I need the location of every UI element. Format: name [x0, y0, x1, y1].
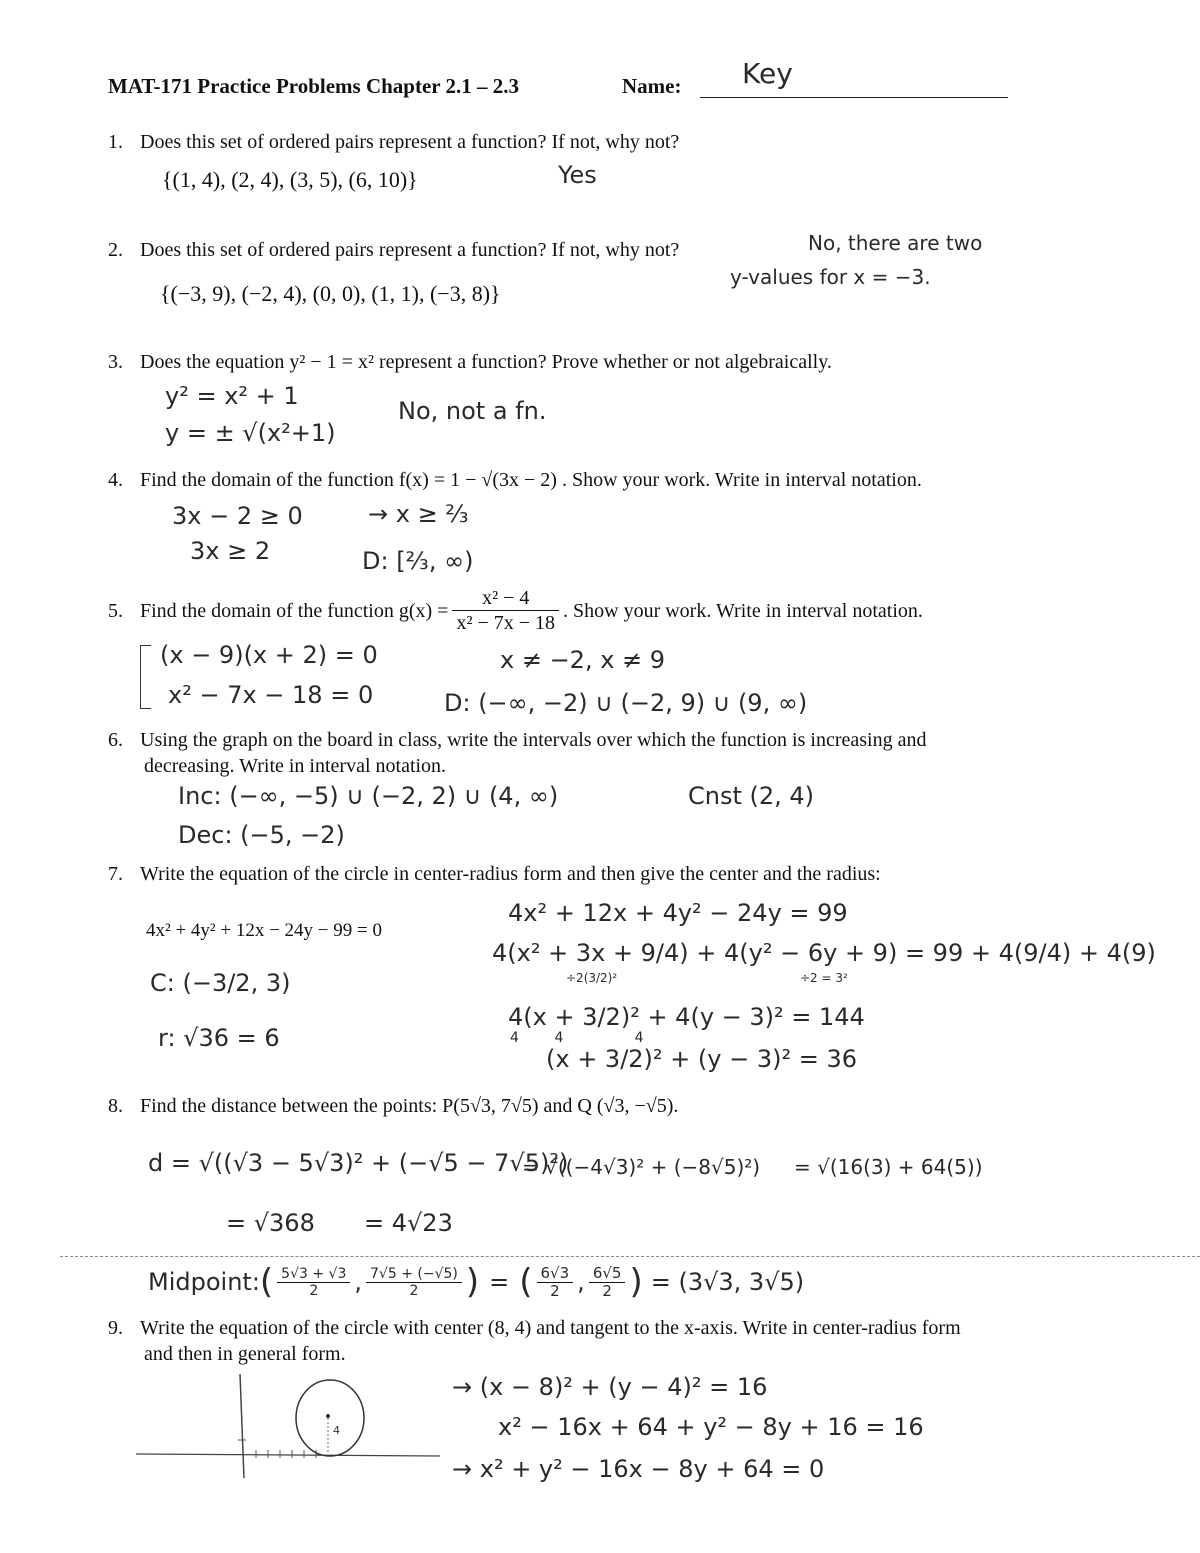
x-axis-ticks	[256, 1450, 316, 1458]
problem-5-fraction	[452, 586, 559, 635]
page-title: MAT-171 Practice Problems Chapter 2.1 – 2.3	[108, 74, 519, 98]
ruled-line	[60, 1256, 1200, 1257]
problem-7-work-1: 4x² + 12x + 4y² − 24y = 99	[508, 899, 848, 927]
problem-5-numerator: x² − 4	[452, 586, 559, 611]
problem-1-answer: Yes	[558, 161, 597, 189]
problem-4-prompt: 4. Find the domain of the function f(x) = 1 − √(3x − 2) . Show your work. Write in interval notation.	[108, 469, 922, 491]
problem-7-given: 4x² + 4y² + 12x − 24y − 99 = 0	[146, 920, 382, 941]
name-label: Name:	[622, 74, 682, 98]
problem-2-given: {(−3, 9), (−2, 4), (0, 0), (1, 1), (−3, 8)}	[160, 281, 501, 306]
problem-9-prompt-2: and then in general form.	[144, 1343, 346, 1365]
problem-5-prompt: 5. Find the domain of the function g(x) = $\frac{\text{x² − 4}}{\text{x² − 7x − 18}}$ . Show your work. Write in interval notation.	[108, 587, 923, 634]
problem-5-number: 5.	[108, 599, 123, 622]
problem-3-answer: No, not a fn.	[398, 397, 547, 425]
problem-7-prompt: 7. Write the equation of the circle in center-radius form and then give the center and the radius:	[108, 863, 881, 885]
problem-4-work-2: 3x ≥ 2	[190, 537, 271, 565]
name-value: Key	[742, 57, 793, 90]
problem-5-work-3: x ≠ −2, x ≠ 9	[500, 646, 666, 674]
problem-7-center: C: (−3/2, 3)	[150, 969, 291, 997]
problem-8-distance-1: d = √((√3 − 5√3)² + (−√5 − 7√5)²)	[148, 1149, 569, 1177]
problem-1-prompt: 1. Does this set of ordered pairs represent a function? If not, why not?	[108, 131, 680, 153]
problem-6-prompt-1: 6. Using the graph on the board in class, write the intervals over which the function is increasing and	[108, 729, 927, 751]
circle-sketch	[130, 1370, 450, 1480]
problem-5-bracket	[140, 645, 151, 709]
problem-5-domain: D: (−∞, −2) ∪ (−2, 9) ∪ (9, ∞)	[444, 689, 808, 717]
problem-9-prompt-1: 9. Write the equation of the circle with center (8, 4) and tangent to the x-axis. Write in center-radius form	[108, 1317, 961, 1339]
problem-8-distance-5: = 4√23	[364, 1209, 453, 1237]
midpoint-label: Midpoint:	[148, 1267, 260, 1296]
problem-8-distance-4: = √368	[226, 1209, 315, 1237]
problem-7-number: 7.	[108, 863, 123, 885]
problem-4-domain: D: [⅔, ∞)	[362, 547, 474, 575]
problem-3-work-2: y = ± √(x²+1)	[165, 419, 336, 447]
problem-2-prompt: 2. Does this set of ordered pairs represent a function? If not, why not?	[108, 239, 680, 261]
problem-7-work-3-denominators: 4 4 4	[510, 1030, 644, 1046]
problem-8-number: 8.	[108, 1095, 123, 1117]
problem-7-note-2: ÷2 = 3²	[800, 971, 848, 985]
problem-1-number: 1.	[108, 131, 123, 153]
problem-5-work-2: x² − 7x − 18 = 0	[168, 681, 374, 709]
problem-6-prompt-2: decreasing. Write in interval notation.	[144, 755, 447, 777]
problem-9-number: 9.	[108, 1317, 123, 1339]
sketch-radius-label: 4	[333, 1424, 340, 1437]
problem-2-answer-line-1: No, there are two	[808, 231, 983, 255]
problem-4-work-3: → x ≥ ⅔	[368, 500, 469, 528]
problem-4-number: 4.	[108, 469, 123, 491]
name-underline	[700, 97, 1008, 98]
problem-6-constant: Cnst (2, 4)	[688, 782, 815, 810]
problem-3-work-1: y² = x² + 1	[165, 382, 299, 410]
problem-7-work-2: 4(x² + 3x + 9/4) + 4(y² − 6y + 9) = 99 + 4(9/4) + 4(9)	[492, 939, 1156, 967]
circle-center-dot	[326, 1414, 330, 1418]
circle-shape	[296, 1380, 364, 1456]
y-axis-line	[240, 1374, 244, 1478]
problem-7-work-3: 4(x + 3/2)² + 4(y − 3)² = 144	[508, 1003, 865, 1031]
problem-8-midpoint: Midpoint: ( $\frac{5√3 + √3}{2}$ , $\frac{7√5 + (-√5)}{2}$ ) = ( $\frac{6√3}{2}$ , $\frac{6√5}{2}$ ) = (3√3, 3√5)	[148, 1262, 805, 1302]
problem-5-work-1: (x − 9)(x + 2) = 0	[160, 641, 378, 669]
problem-7-note-1: ÷2(3/2)²	[566, 971, 618, 985]
problem-8-prompt: 8. Find the distance between the points: P(5√3, 7√5) and Q (√3, −√5).	[108, 1095, 679, 1117]
problem-9-work-2: x² − 16x + 64 + y² − 8y + 16 = 16	[498, 1413, 924, 1441]
problem-9-work-1: → (x − 8)² + (y − 4)² = 16	[452, 1373, 768, 1401]
problem-5-denominator: x² − 7x − 18	[456, 612, 556, 634]
problem-4-work-1: 3x − 2 ≥ 0	[172, 502, 303, 530]
problem-7-radius: r: √36 = 6	[158, 1024, 280, 1052]
problem-9-work-3: → x² + y² − 16x − 8y + 64 = 0	[452, 1455, 825, 1483]
problem-6-decreasing: Dec: (−5, −2)	[178, 821, 345, 849]
problem-1-given: {(1, 4), (2, 4), (3, 5), (6, 10)}	[162, 167, 418, 192]
problem-2-answer-line-2: y-values for x = −3.	[730, 265, 931, 289]
problem-3-number: 3.	[108, 351, 123, 373]
problem-6-increasing: Inc: (−∞, −5) ∪ (−2, 2) ∪ (4, ∞)	[178, 782, 559, 810]
problem-3-prompt: 3. Does the equation y² − 1 = x² represent a function? Prove whether or not algebraically.	[108, 351, 832, 373]
x-axis-line	[136, 1454, 440, 1456]
problem-8-distance-2: = √((−4√3)² + (−8√5)²)	[522, 1155, 761, 1179]
problem-2-number: 2.	[108, 239, 123, 261]
problem-6-number: 6.	[108, 729, 123, 751]
problem-7-work-4: (x + 3/2)² + (y − 3)² = 36	[546, 1045, 858, 1073]
problem-8-distance-3: = √(16(3) + 64(5))	[794, 1155, 983, 1179]
